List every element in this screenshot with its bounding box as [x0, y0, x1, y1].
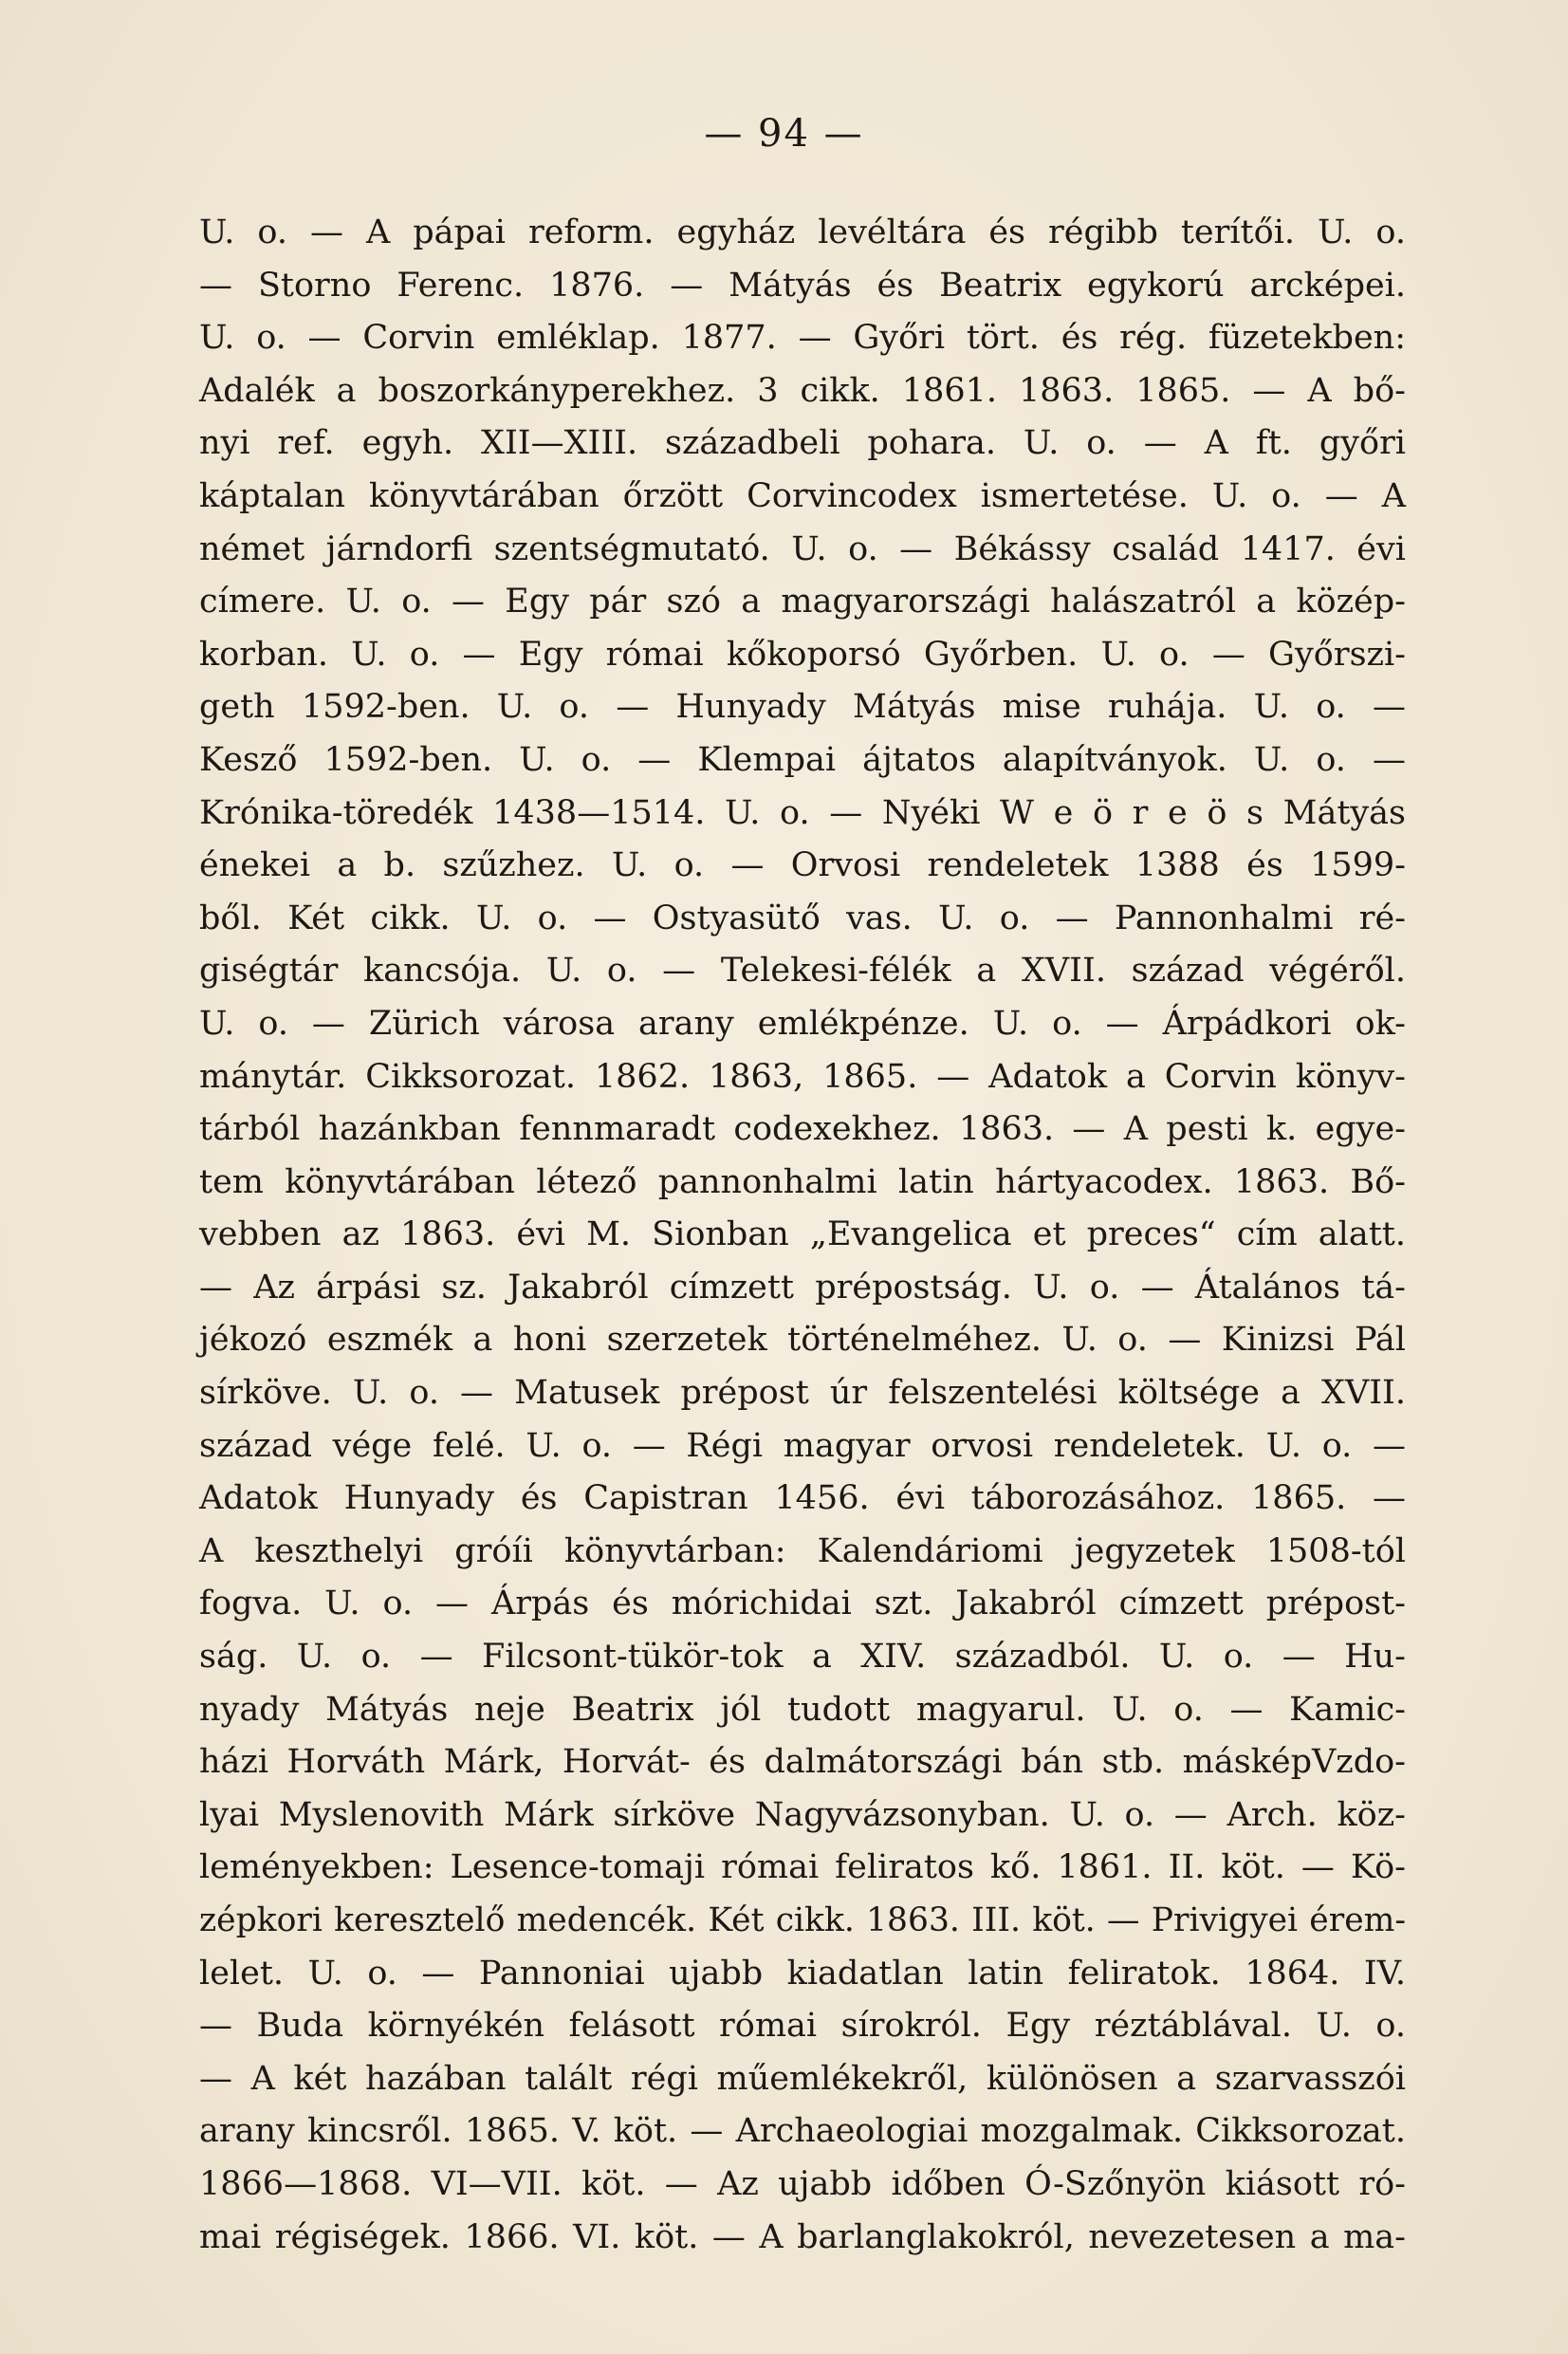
text-line: zépkori keresztelő medencék. Két cikk. 1863. III. köt. — Privigyei érem-: [199, 1901, 1406, 1939]
text-line: Krónika-töredék 1438—1514. U. o. — Nyéki W e ö r e ö s Mátyás: [199, 793, 1406, 832]
text-line: házi Horváth Márk, Horvát- és dalmátországi bán stb. másképVzdo-: [199, 1743, 1406, 1782]
text-line: Adatok Hunyady és Capistran 1456. évi táborozásához. 1865. —: [199, 1479, 1406, 1518]
text-line: káptalan könyvtárában őrzött Corvincodex ismertetése. U. o. — A: [199, 476, 1406, 515]
text-line: — A két hazában talált régi műemlékekről, különösen a szarvasszói: [199, 2059, 1406, 2098]
text-line: lelet. U. o. — Pannoniai ujabb kiadatlan latin feliratok. 1864. IV.: [199, 1954, 1406, 1993]
text-line: jékozó eszmék a honi szerzetek történelméhez. U. o. — Kinizsi Pál: [199, 1321, 1406, 1360]
text-line: ság. U. o. — Filcsont-tükör-tok a XIV. századból. U. o. — Hu-: [199, 1638, 1406, 1677]
text-line: tárból hazánkban fennmaradt codexekhez. 1863. — A pesti k. egye-: [199, 1110, 1406, 1149]
text-line: U. o. — A pápai reform. egyház levéltára és régibb terítői. U. o.: [199, 213, 1406, 251]
text-line: leményekben: Lesence-tomaji római feliratos kő. 1861. II. köt. — Kö-: [199, 1848, 1406, 1887]
text-line: sírköve. U. o. — Matusek prépost úr felszentelési költsége a XVII.: [199, 1374, 1406, 1413]
text-line: arany kincsről. 1865. V. köt. — Archaeologiai mozgalmak. Cikksorozat.: [199, 2112, 1406, 2151]
body-text: [199, 207, 1406, 2264]
text-line: német járndorfi szentségmutató. U. o. — Békássy család 1417. évi: [199, 529, 1406, 568]
text-line: korban. U. o. — Egy római kőkoporsó Győrben. U. o. — Győrszi-: [199, 635, 1406, 674]
text-line: — Az árpási sz. Jakabról címzett prépostság. U. o. — Átalános tá-: [199, 1268, 1406, 1307]
text-line: tem könyvtárában létező pannonhalmi latin hártyacodex. 1863. Bő-: [199, 1162, 1406, 1201]
text-line: vebben az 1863. évi M. Sionban „Evangelica et preces“ cím alatt.: [199, 1215, 1406, 1254]
text-line: énekei a b. szűzhez. U. o. — Orvosi rendeletek 1388 és 1599-: [199, 846, 1406, 885]
text-line: mai régiségek. 1866. VI. köt. — A barlanglakokról, nevezetesen a ma-: [199, 2217, 1406, 2256]
text-line: nyi ref. egyh. XII—XIII. századbeli pohara. U. o. — A ft. győri: [199, 424, 1406, 463]
text-line: század vége felé. U. o. — Régi magyar orvosi rendeletek. U. o. —: [199, 1426, 1406, 1465]
text-line: — Storno Ferenc. 1876. — Mátyás és Beatrix egykorú arcképei.: [199, 266, 1406, 305]
text-line: — Buda környékén felásott római sírokról. Egy réztáblával. U. o.: [199, 2007, 1406, 2046]
text-line: A keszthelyi gróíi könyvtárban: Kalendáriomi jegyzetek 1508-tól: [199, 1531, 1406, 1570]
text-line: giségtár kancsója. U. o. — Telekesi-félék a XVII. század végéről.: [199, 952, 1406, 991]
text-line: mánytár. Cikksorozat. 1862. 1863, 1865. — Adatok a Corvin könyv-: [199, 1057, 1406, 1096]
text-line: U. o. — Corvin emléklap. 1877. — Győri tört. és rég. füzetekben:: [199, 319, 1406, 358]
text-line: fogva. U. o. — Árpás és mórichidai szt. Jakabról címzett prépost-: [199, 1585, 1406, 1623]
text-line: 1866—1868. VI—VII. köt. — Az ujabb időben Ó-Szőnyön kiásott ró-: [199, 2164, 1406, 2203]
text-line: címere. U. o. — Egy pár szó a magyarországi halászatról a közép-: [199, 583, 1406, 621]
text-line: lyai Myslenovith Márk sírköve Nagyvázsonyban. U. o. — Arch. köz-: [199, 1795, 1406, 1834]
text-line: nyady Mátyás neje Beatrix jól tudott magyarul. U. o. — Kamic-: [199, 1690, 1406, 1729]
text-line: U. o. — Zürich városa arany emlékpénze. U. o. — Árpádkori ok-: [199, 1004, 1406, 1043]
text-line: Adalék a boszorkányperekhez. 3 cikk. 1861. 1863. 1865. — A bő-: [199, 371, 1406, 410]
text-line: geth 1592-ben. U. o. — Hunyady Mátyás mise ruhája. U. o. —: [199, 688, 1406, 727]
text-line: ből. Két cikk. U. o. — Ostyasütő vas. U. o. — Pannonhalmi ré-: [199, 899, 1406, 937]
page-number: — 94 —: [704, 112, 864, 156]
text-line: Kesző 1592-ben. U. o. — Klempai ájtatos alapítványok. U. o. —: [199, 740, 1406, 779]
